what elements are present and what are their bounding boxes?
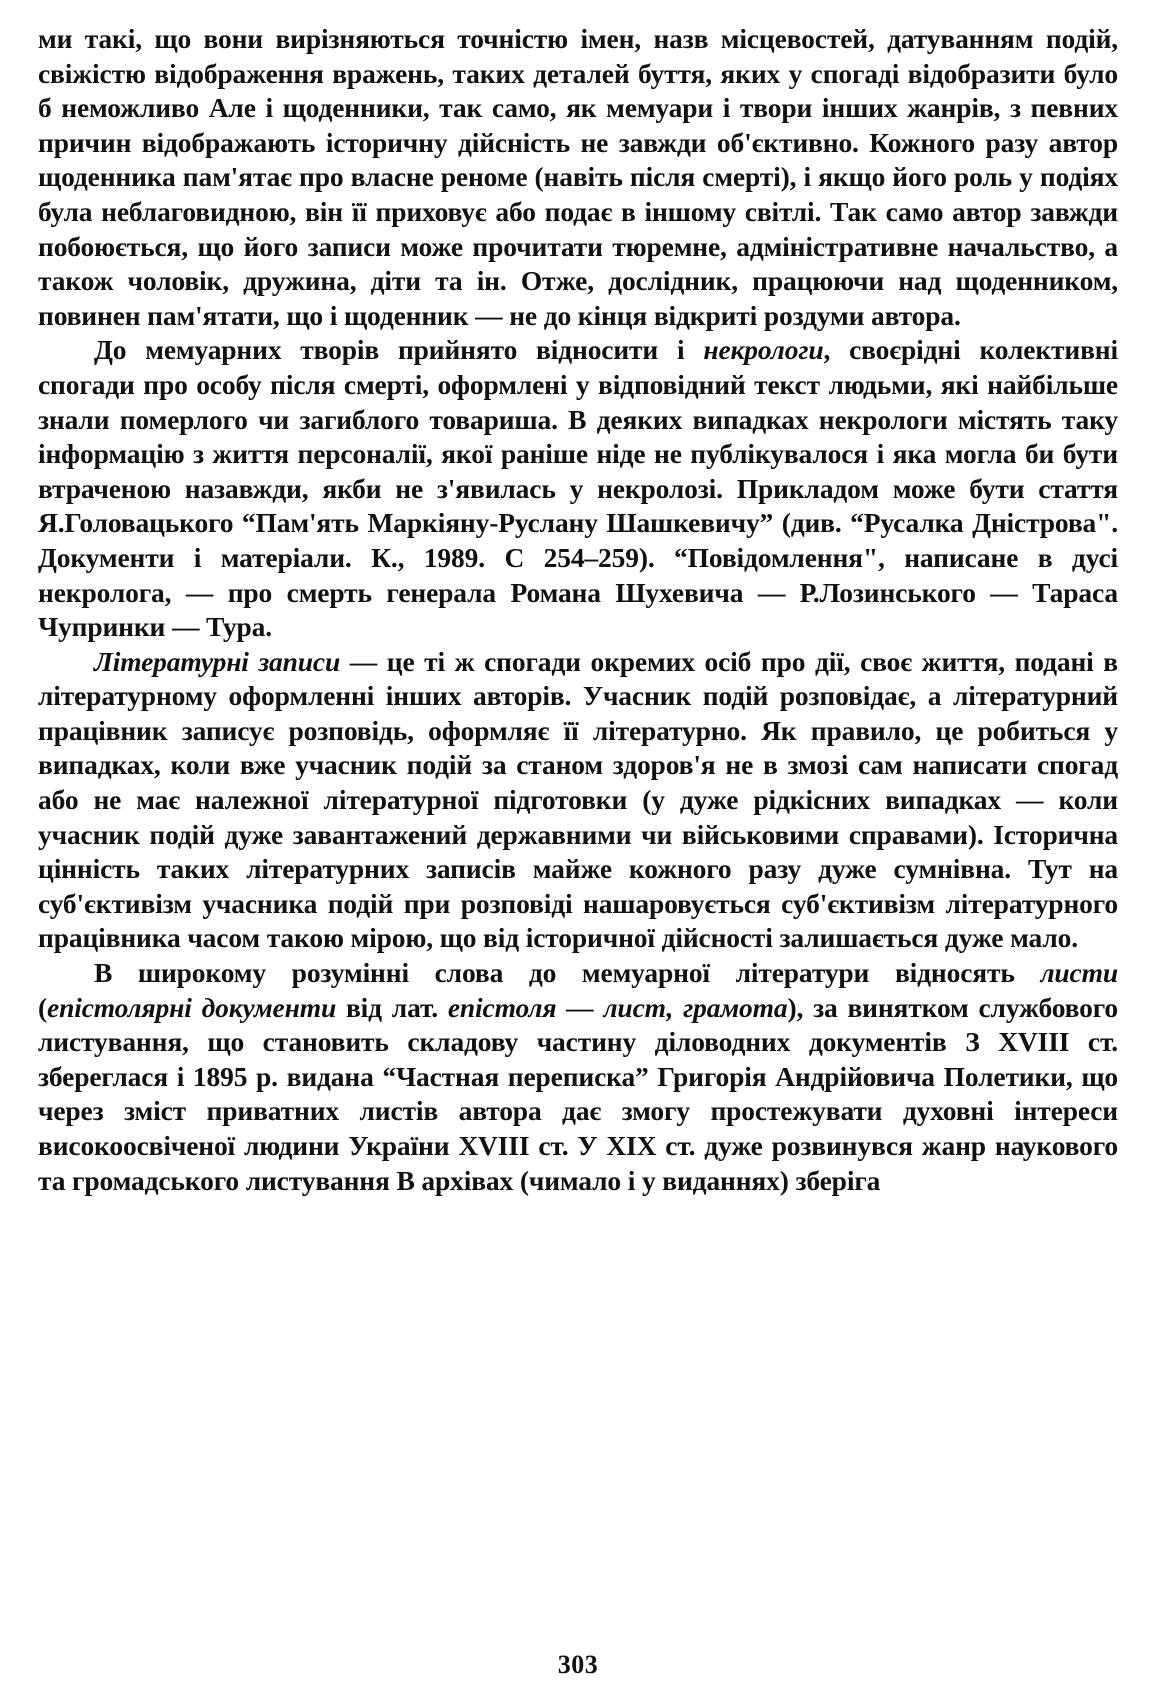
book-page [38,22,1119,1679]
text-run: До мемуарних творів прийнято відносити і [94,334,704,366]
text-run: , своєрідні колективні спогади про особу після смерті, оформлені у відповідний текст людьми, які найбільше знали померлого чи загиблого товариша. В деяких випадках некрологи містять таку інформацію з життя персоналії, якої раніше ніде не публікувалося і яка могла би бути втраченою назавжди, якби не з'явилась у некролозі. Прикладом може бути стаття Я.Головацького “Пам'ять Маркіяну-Руслану Шашкевичу” (див. “Русалка Дністрова". Документи і матеріали. К., 1989. С 254–259). “Повідомлення", написане в дусі некролога, — про смерть генерала Романа Шухевича — Р.Лозинського — Тараса Чупринки — Тура. [38,334,1118,643]
text-run: ми такі, що вони вирізняються точністю імен, назв місцевостей, датуванням подій, свіжістю відображення вражень, таких деталей буття, яких у спогаді відобразити було б неможливо Але і щоденники, так само, як мемуари і твори інших жанрів, з певних причин відображають історичну дійсність не завжди об'єктивно. Кожного разу автор щоденника пам'ятає про власне реноме (навіть після смерті), і якщо його роль у подіях була неблаговидною, він її приховує або подає в іншому світлі. Так само автор завжди побоюється, що його записи може прочитати тюремне, адміністративне начальство, а також чоловік, дружина, діти та ін. Отже, дослідник, працюючи над щоденником, повинен пам'ятати, що і щоденник — не до кінця відкриті роздуми автора. [38,23,1118,331]
paragraph [38,333,1118,644]
italic-term: Літературні записи [94,645,341,677]
text-run: В широкому розумінні слова до мемуарної літератури відносять [94,957,1041,989]
text-run: — це ті ж спогади окремих осіб про дії, своє життя, подані в літературному оформленні інших авторів. Учасник подій розповідає, а літературний працівник записує розповідь, оформляє її літературно. Як правило, це робиться у випадках, коли вже учасник подій за станом здоров'я не в змозі сам написати спогад або не має належної літературної підготовки (у дуже рідкісних випадках — коли учасник подій дуже завантажений державними чи військовими справами). Історична цінність таких літературних записів майже кожного разу дуже сумнівна. Тут на суб'єктивізм учасника подій при розповіді нашаровується суб'єктивізм літературного працівника часом такою мірою, що від історичної дійсності залишається дуже мало. [38,645,1118,954]
italic-term: епістоля — лист, грамота [447,991,788,1023]
paragraph [38,956,1118,1198]
italic-term: епістолярні документи [47,991,337,1023]
text-run: від лат. [336,991,448,1023]
page-body-text [38,22,1118,1198]
italic-term: некрологи [703,334,824,366]
page-number: 303 [557,1650,599,1679]
text-run: ( [38,991,48,1023]
paragraph [38,22,1118,333]
text-run: ), за винятком службового листування, що становить складову частину діловодних документів З XVIII ст. збереглася і 1895 р. видана “Частная переписка” Григорія Андрійовича Полетики, що через зміст приватних листів автора дає змогу простежувати духовні інтереси високоосвіченої людини України XVIII ст. У XIX ст. дуже розвинувся жанр наукового та громадського листування В архівах (чимало і у виданнях) зберіга [38,991,1119,1196]
paragraph [38,645,1118,956]
italic-term: листи [1040,957,1118,989]
